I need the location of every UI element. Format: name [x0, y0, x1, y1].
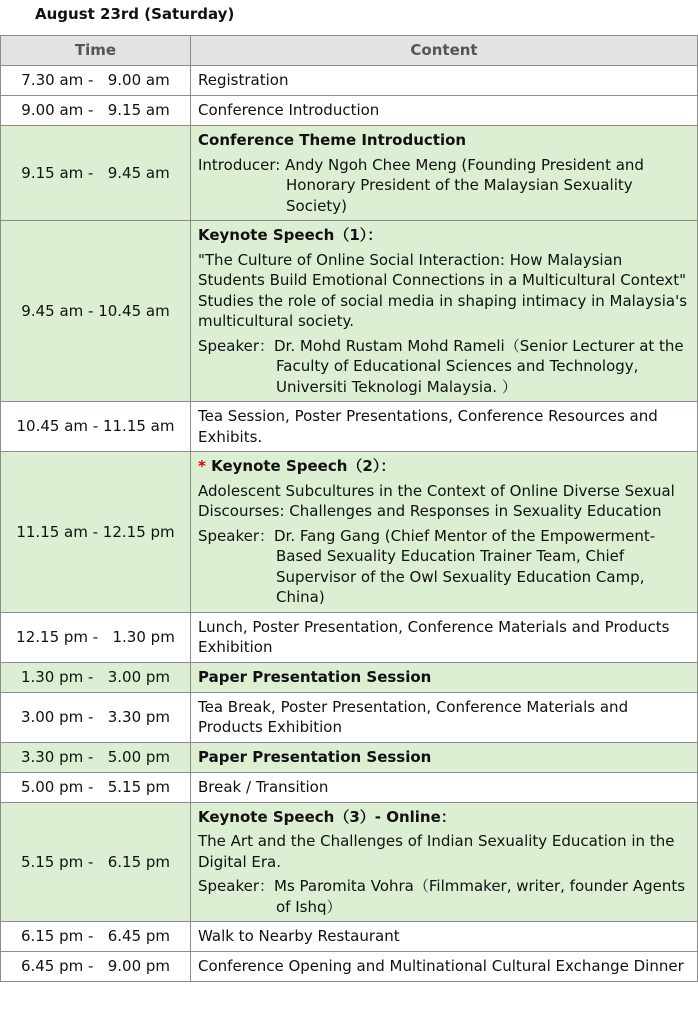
time-cell: 5.00 pm - 5.15 pm	[1, 772, 191, 802]
content-cell	[191, 452, 698, 613]
content-cell	[191, 66, 698, 96]
page-heading: August 23rd (Saturday)	[35, 5, 235, 23]
time-cell: 3.00 pm - 3.30 pm	[1, 692, 191, 742]
schedule-row	[1, 742, 698, 772]
time-cell: 1.30 pm - 3.00 pm	[1, 662, 191, 692]
line-text-wrap	[198, 225, 691, 246]
item-description	[198, 406, 691, 447]
time-cell: 11.15 am - 12.15 pm	[1, 452, 191, 613]
line-text: Keynote Speech（2）：	[211, 457, 396, 475]
time-cell: 9.00 am - 9.15 am	[1, 96, 191, 126]
line-text-wrap	[198, 777, 691, 798]
speaker-line	[198, 336, 691, 398]
asterisk-mark: *	[198, 457, 206, 475]
line-text: Conference Introduction	[198, 101, 380, 120]
content-cell	[191, 662, 698, 692]
time-cell: 7.30 am - 9.00 am	[1, 66, 191, 96]
item-title	[198, 225, 691, 246]
time-column-header: Time	[1, 36, 191, 66]
time-cell: 9.45 am - 10.45 am	[1, 221, 191, 402]
line-text: The Art and the Challenges of Indian Sexuality Education in the Digital Era.	[198, 832, 675, 871]
line-text-wrap	[198, 926, 691, 947]
time-cell: 5.15 pm - 6.15 pm	[1, 802, 191, 922]
table-header-row	[1, 36, 698, 66]
speaker-line	[198, 526, 691, 608]
line-text: Keynote Speech（1）：	[198, 226, 383, 244]
line-text: Conference Theme Introduction	[198, 131, 467, 149]
line-text: Walk to Nearby Restaurant	[198, 927, 400, 946]
line-text-wrap	[198, 100, 691, 121]
speaker-line	[198, 155, 691, 217]
line-text: Adolescent Subcultures in the Context of Online Diverse Sexual Discourses: Challenges and Responses in Sexuality Education	[198, 481, 675, 520]
schedule-row	[1, 126, 698, 221]
time-cell: 10.45 am - 11.15 am	[1, 402, 191, 452]
line-text: Paper Presentation Session	[198, 747, 432, 766]
content-cell	[191, 922, 698, 952]
schedule-row	[1, 802, 698, 922]
item-title	[198, 747, 691, 768]
schedule-row	[1, 952, 698, 982]
content-cell	[191, 221, 698, 402]
content-cell	[191, 402, 698, 452]
content-cell	[191, 692, 698, 742]
line-text-wrap	[198, 667, 691, 688]
item-title	[198, 667, 691, 688]
item-title	[198, 456, 691, 477]
time-cell: 3.30 pm - 5.00 pm	[1, 742, 191, 772]
line-text-wrap	[198, 336, 691, 398]
line-text-wrap	[198, 876, 691, 917]
content-column-header: Content	[191, 36, 698, 66]
schedule-row	[1, 662, 698, 692]
line-text-wrap	[198, 481, 691, 522]
time-cell: 9.15 am - 9.45 am	[1, 126, 191, 221]
line-text: Introducer: Andy Ngoh Chee Meng (Founding President and Honorary President of the Malaysian Sexuality Society)	[198, 155, 644, 215]
line-text-wrap	[198, 807, 691, 828]
line-text: Break / Transition	[198, 777, 329, 796]
item-description	[198, 100, 691, 121]
line-text: Speaker：Ms Paromita Vohra（Filmmaker, writer, founder Agents of Ishq）	[198, 877, 686, 916]
line-text-wrap	[198, 956, 691, 977]
schedule-row	[1, 612, 698, 662]
line-text-wrap	[198, 70, 691, 91]
schedule-row	[1, 922, 698, 952]
content-cell	[191, 952, 698, 982]
item-title	[198, 807, 691, 828]
content-cell	[191, 742, 698, 772]
content-cell	[191, 802, 698, 922]
schedule-row	[1, 221, 698, 402]
line-text: Lunch, Poster Presentation, Conference Materials and Products Exhibition	[198, 617, 670, 656]
schedule-row	[1, 692, 698, 742]
schedule-body	[1, 66, 698, 982]
line-text: "The Culture of Online Social Interaction: How Malaysian Students Build Emotional Connections in a Multicultural Context" Studies the role of social media in shaping intimacy in Malaysia's multicultural society.	[198, 250, 688, 330]
line-text: Paper Presentation Session	[198, 667, 432, 686]
content-cell	[191, 612, 698, 662]
line-text: Keynote Speech（3）- Online：	[198, 807, 456, 826]
schedule-row	[1, 772, 698, 802]
line-text-wrap	[198, 406, 691, 447]
time-cell: 6.15 pm - 6.45 pm	[1, 922, 191, 952]
line-text: Registration	[198, 71, 289, 90]
item-description	[198, 777, 691, 798]
line-text: Conference Opening and Multinational Cultural Exchange Dinner	[198, 957, 684, 976]
item-description	[198, 697, 691, 738]
schedule-row	[1, 402, 698, 452]
line-text: Speaker：Dr. Fang Gang (Chief Mentor of the Empowerment-Based Sexuality Education Trainer Team, Chief Supervisor of the Owl Sexuality Education Camp, China)	[198, 526, 656, 606]
content-cell	[191, 772, 698, 802]
content-cell	[191, 126, 698, 221]
line-text-wrap	[198, 155, 691, 217]
schedule-row	[1, 96, 698, 126]
schedule-row	[1, 66, 698, 96]
line-text-wrap	[198, 831, 691, 872]
line-text-wrap	[198, 526, 691, 608]
schedule-table	[0, 35, 698, 982]
schedule-row	[1, 452, 698, 613]
line-text-wrap	[198, 617, 691, 658]
item-description	[198, 831, 691, 872]
line-text-wrap	[198, 747, 691, 768]
content-cell	[191, 96, 698, 126]
line-text-wrap	[198, 456, 691, 477]
item-description	[198, 956, 691, 977]
item-description	[198, 481, 691, 522]
line-text-wrap	[198, 697, 691, 738]
line-text-wrap	[198, 130, 691, 151]
time-cell: 6.45 pm - 9.00 pm	[1, 952, 191, 982]
item-title	[198, 130, 691, 151]
line-text: Speaker：Dr. Mohd Rustam Mohd Rameli（Senior Lecturer at the Faculty of Educational Sciences and Technology, Universiti Teknologi Malaysia. ）	[198, 336, 684, 396]
item-description	[198, 250, 691, 332]
item-description	[198, 926, 691, 947]
item-description	[198, 617, 691, 658]
item-description	[198, 70, 691, 91]
line-text-wrap	[198, 250, 691, 332]
speaker-line	[198, 876, 691, 917]
line-text: Tea Session, Poster Presentations, Conference Resources and Exhibits.	[198, 407, 658, 446]
line-text: Tea Break, Poster Presentation, Conference Materials and Products Exhibition	[198, 697, 629, 736]
time-cell: 12.15 pm - 1.30 pm	[1, 612, 191, 662]
